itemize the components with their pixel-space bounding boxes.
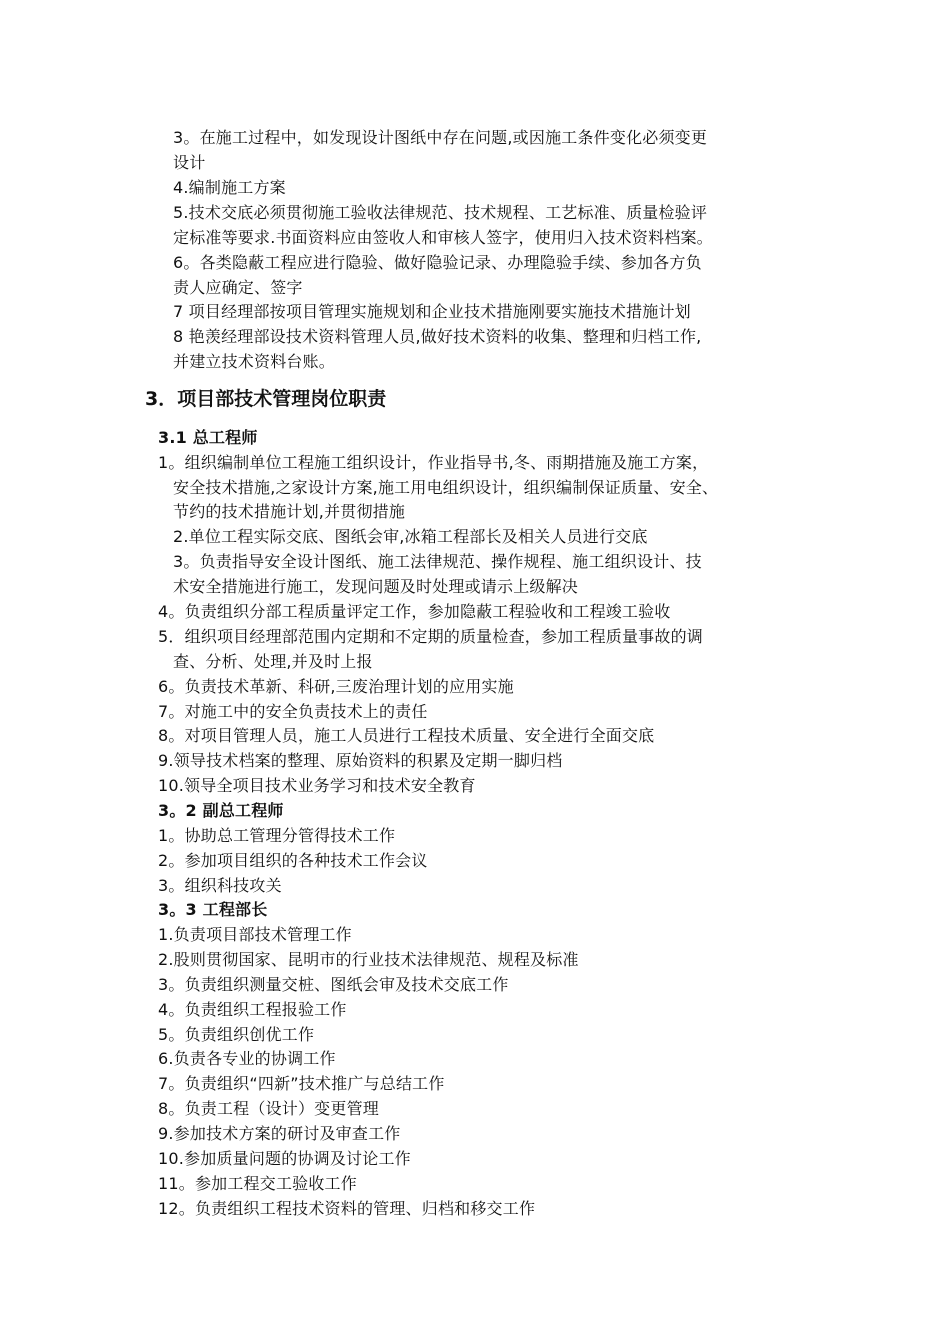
list-item: 8。负责工程（设计）变更管理 — [158, 1099, 379, 1118]
list-item: 4。负责组织分部工程质量评定工作，参加隐蔽工程验收和工程竣工验收 — [158, 602, 671, 621]
list-item-continuation: 术安全措施进行施工，发现问题及时处理或请示上级解决 — [173, 577, 579, 596]
list-item-continuation: 节约的技术措施计划,并贯彻措施 — [173, 502, 406, 521]
intro-line: 3。在施工过程中，如发现设计图纸中存在问题,或因施工条件变化必须变更 — [173, 128, 708, 147]
intro-line: 责人应确定、签字 — [173, 278, 303, 297]
list-item: 7。负责组织“四新”技术推广与总结工作 — [158, 1074, 445, 1093]
list-item: 1.负责项目部技术管理工作 — [158, 925, 352, 944]
intro-line: 定标准等要求.书面资料应由签收人和审核人签字，使用归入技术资料档案。 — [173, 228, 713, 247]
intro-line: 6。各类隐蔽工程应进行隐验、做好隐验记录、办理隐验手续、参加各方负 — [173, 253, 702, 272]
list-item: 2.单位工程实际交底、图纸会审,冰箱工程部长及相关人员进行交底 — [173, 527, 648, 546]
list-item: 6.负责各专业的协调工作 — [158, 1049, 336, 1068]
list-item: 2.股则贯彻国家、昆明市的行业技术法律规范、规程及标准 — [158, 950, 579, 969]
list-item-continuation: 安全技术措施,之家设计方案,施工用电组织设计，组织编制保证质量、安全、 — [173, 478, 719, 497]
intro-line: 7 项目经理部按项目管理实施规划和企业技术措施刚要实施技术措施计划 — [173, 302, 691, 321]
intro-line: 并建立技术资料台账。 — [173, 352, 336, 371]
list-item: 2。参加项目组织的各种技术工作会议 — [158, 851, 428, 870]
list-item: 3。组织科技攻关 — [158, 876, 282, 895]
list-item: 6。负责技术革新、科研,三废治理计划的应用实施 — [158, 677, 514, 696]
list-item: 3。负责组织测量交桩、图纸会审及技术交底工作 — [158, 975, 509, 994]
list-item: 12。负责组织工程技术资料的管理、归档和移交工作 — [158, 1199, 536, 1218]
list-item: 10.领导全项目技术业务学习和技术安全教育 — [158, 776, 476, 795]
list-item: 4。负责组织工程报验工作 — [158, 1000, 347, 1019]
list-item: 9.参加技术方案的研讨及审查工作 — [158, 1124, 401, 1143]
list-item: 8。对项目管理人员，施工人员进行工程技术质量、安全进行全面交底 — [158, 726, 655, 745]
subsection-title-chief-engineer: 3.1 总工程师 — [158, 428, 258, 447]
list-item: 7。对施工中的安全负责技术上的责任 — [158, 702, 428, 721]
list-item: 3。负责指导安全设计图纸、施工法律规范、操作规程、施工组织设计、技 — [173, 552, 702, 571]
intro-line: 设计 — [173, 153, 206, 172]
list-item: 5。负责组织创优工作 — [158, 1025, 315, 1044]
list-item-continuation: 查、分析、处理,并及时上报 — [173, 652, 373, 671]
intro-line: 8 艳羡经理部设技术资料管理人员,做好技术资料的收集、整理和归档工作, — [173, 327, 702, 346]
list-item: 9.领导技术档案的整理、原始资料的积累及定期一脚归档 — [158, 751, 563, 770]
subsection-title-engineering-director: 3。3 工程部长 — [158, 900, 268, 919]
subsection-title-deputy-chief-engineer: 3。2 副总工程师 — [158, 801, 284, 820]
section-heading: 3．项目部技术管理岗位职责 — [145, 388, 387, 410]
list-item: 10.参加质量问题的协调及讨论工作 — [158, 1149, 411, 1168]
intro-line: 5.技术交底必须贯彻施工验收法律规范、技术规程、工艺标准、质量检验评 — [173, 203, 708, 222]
list-item: 1。组织编制单位工程施工组织设计，作业指导书,冬、雨期措施及施工方案， — [158, 453, 709, 472]
list-item: 11。参加工程交工验收工作 — [158, 1174, 357, 1193]
list-item: 1。协助总工管理分管得技术工作 — [158, 826, 396, 845]
intro-line: 4.编制施工方案 — [173, 178, 286, 197]
list-item: 5．组织项目经理部范围内定期和不定期的质量检查，参加工程质量事故的调 — [158, 627, 703, 646]
